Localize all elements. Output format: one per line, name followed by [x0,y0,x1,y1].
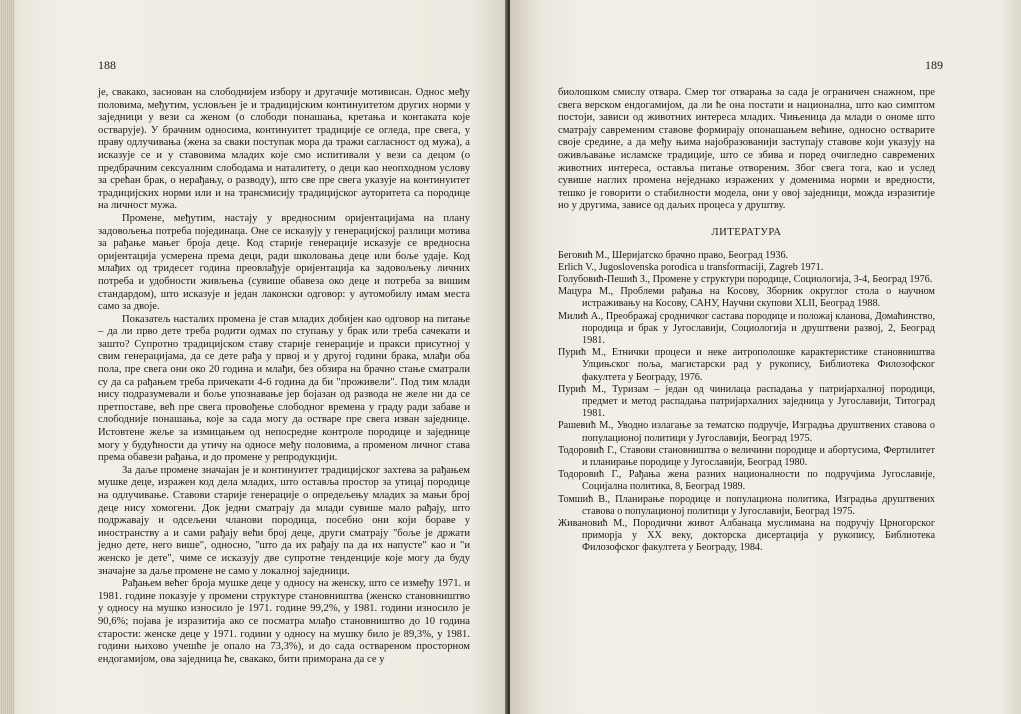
reference-item: Томшић В., Планирање породице и популациона политика, Изградња друштвених ставова о популационој политици у Југославији, Београд 1975. [558,493,935,517]
right-page-body [558,87,935,555]
paragraph: Показатељ насталих промена је став младих добијен као одговор на питање – да ли прво дете треба родити одмах по ступању у брак или треба сачекати и зашто? Супротно традицијском ставу старије генерације и пракси присутној у свим генерацијама, да се дете рађа у првој и у другој години брака, млађи оба пола, пре свега они око 20 година и млађи, без обзира на брачно стање сматрали су да са рађањем треба причекати 4-6 година да би "проживели". Под тим млади нису подразумевали и боље упознавање јер бојазан од развода не желе ни да се претпоставе, већ пре свега провођење слободног времена у граду ради забаве и слободније понашања, које за сада могу да остваре пре свега изван заједнице. Истовтене жеље за измицањем од непосредне контроле породице и заједнице могу у будућности да утичу на односе међу половима, а променом личног става према обавези рађања, и до промене у репродукцији. [98,313,470,464]
paragraph: Промене, међутим, настају у вредносним оријентацијама на плану задовољења потреба појединаца. Оне се исказују у генерацијској разлици мотива за рађање мањег броја деце. Код старије генерације исказује се вредносна оријентација усмерена према деци, ради школовања деце или боље удаје. Код млађих од тридесет година преовлађује оријентација ка задовољењу личних потреба и удобности живљења (сувише обавеза око деце и потреба за вишим стандардом), што исказује и један лаконски одговор: у аутомобилу имам места само за двоје. [98,212,470,313]
reference-item: Тодоровић Г., Ставови становништва о величини породице и абортусима, Фертилитет и планирање породице у Југославији, Београд 1980. [558,444,935,468]
reference-item: Милић А., Преображај сродничког састава породице и положај кланова, Домаћинство, породица и брак у Југославији, Социологија и друштвени развој, 2, Београд 1981. [558,310,935,346]
reference-item: Erlich V., Jugoslovenska porodica u transformaciji, Zagreb 1971. [558,261,824,273]
left-page [0,0,508,714]
reference-item: Мацура М., Проблеми рађања на Косову, Зборник округлог стола о научном истраживању на Косову, САНУ, Научни скупови XLII, Београд 1988. [558,286,935,310]
paragraph: За даље промене значајан је и континуитет традицијског захтева за рађањем мушке деце, изражен код дела младих, што оставља простор за утицај породице на одлучивање. Ставови старије генерације о опредељењу младих за мањи број деце нису хомогени. Док једни сматрају да млади сувише мало рађају, што подржавају и одсељени чланови породица, посебно они који бораве у иностранству а и сами рађају већи број деце, други сматрају "боље је држати једно дете, него више", односно, "што да их рађају па да их напусте" као и "и женско је дете", чиме се исказују две супротне тенденције које могу да буду значајне за даље промене не само у локалној заједници. [98,464,470,577]
paragraph: је, свакако, заснован на слободнијем избору и другачије мотивисан. Однос међу половима, међутим, условљен је и традицијским континуитетом других норми у заједници у вези са женом (о слободи понашања, кретања и контаката које остварује). У брачним односима, континуитет традиције се огледа, пре свега, у праву одлучивања (жена за сваки поступак мора да тражи сагласност од мужа), а исказује се и у ставовима младих које смо испитивали у вези са децом (о предбрачним сексуалним слободама и наталитету, о деци као неопходном услову за срећан брак, о нерађању, о разводу), што све пре свега указује на континуитет традицијских норми или и на трансмисију традицијског ауторитета са породице на личност мужа. [98,87,470,212]
paragraph: биолошком смислу отвара. Смер тог отварања за сада је ограничен снажном, пре свега верском ендогамијом, да ли ће она постати и национална, што као симптом постоји, зависи од животних интереса младих. Чињеница да млади о ономе што сматрају савременим ставове формирају опонашањем већине, односно остварите своје средине, а да међу њима најобразованији заступају ставове који указују на оживљавање исламске традиције, што се збива и поред очигледно савремених животних интереса, оставља питање отвореним. Због свега тога, као и услед сувише наглих промена неједнако изражених у доменима норми и вредности, тешко је говорити о стабилности модела, они у овој заједници, можда изразитије но у другима, зависе од даљих процеса у друштву. [558,87,935,212]
reference-item: Рашевић М., Уводно излагање за тематско подручје, Изградња друштвених ставова о популационој политици у Југославији, Београд 1975. [558,420,935,444]
reference-item: Беговић М., Шеријатско брачно право, Београд 1936. [558,249,789,261]
right-page [510,0,1021,714]
references-list [558,250,935,555]
reference-item: Пурић М., Етнички процеси и неке антрополошке карактеристике становништва Улцињског поља, магистарски рад у рукопису, Библиотека Филозофског факултета у Београду, 1976. [558,347,935,383]
reference-item: Живановић М., Породични живот Албанаца муслимана на подручју Црногорског приморја у XX веку, докторска дисертација у рукопису, Библиотека Филозофског факултета у Београду, 1984. [558,518,935,554]
reference-item: Пурић М., Туризам – један од чинилаца распадања у патријархалној породици, предмет и метод распадања патријархалних заједница у Југославији, Титоград 1981. [558,383,935,420]
paragraph: Рађањем већег броја мушке деце у односу на женску, што се између 1971. и 1981. године показује у промени структуре становништва (женско становништво у односу на мушко износило је 1971. године 99,2%, у 1981. години износило је 90,6%; појава је изразитија ако се посматра млађо становништво до 10 година старости: женске деце у 1971. години у односу на мушку било је 89,3%, у 1981. години њихово учешће је опало на 73,3%), и до сада оствареном просторном ендогамијом, ова заједница ће, свакако, бити приморана да се у [98,578,470,665]
reference-item: Тодоровић Г., Рађања жена разних националности по подручјима Југославије, Социјална политика, 8, Београд 1989. [558,469,935,493]
left-page-body [98,87,470,666]
page-edge [0,0,14,714]
page-number-left: 188 [98,58,116,72]
references-heading: ЛИТЕРАТУРА [711,226,782,238]
reference-item: Голубовић-Пешић З., Промене у структури породице, Социологија, 3-4, Београд 1976. [558,273,933,285]
page-number-right: 189 [925,58,943,72]
